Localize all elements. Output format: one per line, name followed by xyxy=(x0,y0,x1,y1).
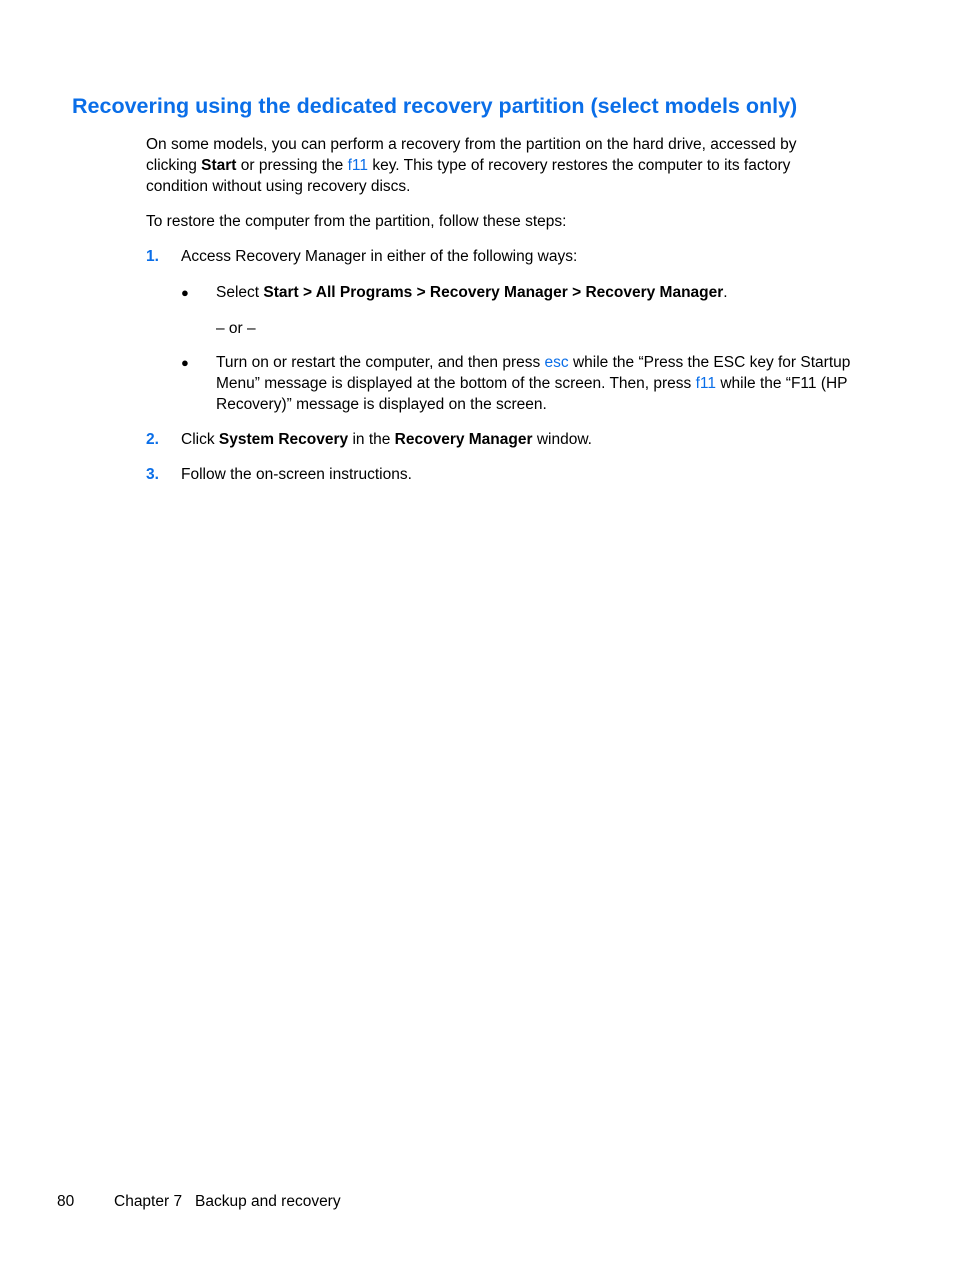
bullet-text-2: while the “Press the ESC key for Startup Menu” message is displayed at the bottom of the screen. Then, press xyxy=(216,354,851,392)
f11-key: f11 xyxy=(695,375,717,392)
bullet-text xyxy=(216,352,866,415)
chapter-footer: Chapter 7 Backup and recovery xyxy=(114,1193,341,1210)
bullet-text-3: while the “F11 (HP Recovery)” message is displayed on the screen. xyxy=(216,375,848,413)
start-label: Start xyxy=(201,157,237,174)
step-number: 1. xyxy=(146,248,159,265)
step-text: Follow the on-screen instructions. xyxy=(181,466,412,483)
step-text-post: window. xyxy=(532,431,592,448)
system-recovery-label: System Recovery xyxy=(218,431,349,448)
step-text: Access Recovery Manager in either of the following ways: xyxy=(181,248,578,265)
or-separator: – or – xyxy=(216,320,256,337)
bullet-text-post: . xyxy=(723,284,728,301)
step-text-pre: Click xyxy=(181,431,219,448)
intro-text-2: or pressing the xyxy=(236,157,348,174)
intro-text-1: On some models, you can perform a recovery from the partition on the hard drive, accessed by clicking xyxy=(146,136,797,174)
intro-text-3: key. This type of recovery restores the computer to its factory condition without using recovery discs. xyxy=(146,157,791,195)
section-heading: Recovering using the dedicated recovery partition (select models only) xyxy=(72,94,798,118)
bullet-text xyxy=(216,282,866,303)
esc-key: esc xyxy=(544,354,569,371)
bullet-icon: ● xyxy=(181,355,189,370)
page-number: 80 xyxy=(57,1193,75,1210)
step-text-mid: in the xyxy=(348,431,395,448)
step-number: 3. xyxy=(146,466,159,483)
bullet-icon: ● xyxy=(181,285,189,300)
step-number: 2. xyxy=(146,431,159,448)
f11-key: f11 xyxy=(347,157,369,174)
bullet-text-pre: Select xyxy=(216,284,264,301)
bullet-text-1: Turn on or restart the computer, and then press xyxy=(216,354,545,371)
step-text xyxy=(181,429,592,450)
intro-paragraph xyxy=(146,134,846,197)
menu-path: Start > All Programs > Recovery Manager > Recovery Manager xyxy=(263,284,724,301)
recovery-manager-label: Recovery Manager xyxy=(394,431,533,448)
steps-intro: To restore the computer from the partition, follow these steps: xyxy=(146,213,567,230)
